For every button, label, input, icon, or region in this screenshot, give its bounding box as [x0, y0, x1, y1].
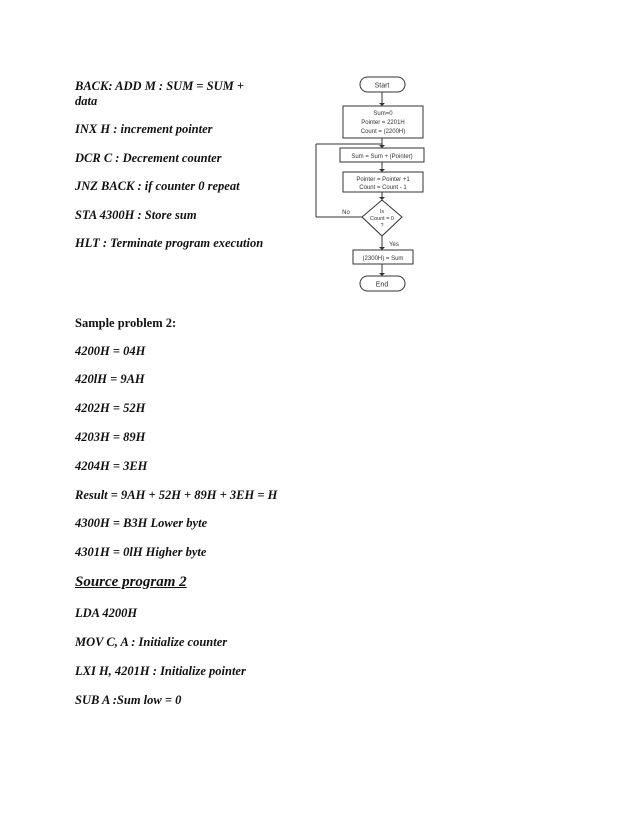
code-line: LDA 4200H	[75, 606, 138, 620]
flowchart-add-label: Sum = Sum + (Pointer)	[351, 154, 413, 160]
memory-line: 4200H = 04H	[75, 344, 146, 358]
memory-line: 4301H = 0lH Higher byte	[75, 545, 207, 559]
flowchart-update-label: Count = Count - 1	[359, 185, 407, 191]
code-line: STA 4300H : Store sum	[75, 208, 197, 222]
code-line: HLT : Terminate program execution	[75, 236, 264, 250]
code-line: INX H : increment pointer	[75, 122, 213, 136]
flowchart-decision-label: Is	[379, 209, 385, 215]
flowchart-store-label: (2300H) = Sum	[362, 256, 404, 262]
code-line: JNZ BACK : if counter 0 repeat	[75, 179, 240, 193]
flowchart-init-label: Count = (2200H)	[360, 129, 406, 135]
flowchart-decision-label: Count = 0	[369, 216, 395, 222]
code-line: MOV C, A : Initialize counter	[75, 635, 228, 649]
memory-line: 4202H = 52H	[75, 401, 146, 415]
flowchart-init-label: Sum=0	[373, 111, 393, 117]
code-line: data	[75, 94, 98, 108]
code-line: SUB A :Sum low = 0	[75, 693, 182, 707]
flowchart-end-label: End	[375, 281, 389, 289]
flowchart-update-label: Pointer = Pointer +1	[356, 177, 410, 183]
code-line: BACK: ADD M : SUM = SUM +	[75, 79, 245, 93]
flowchart-start-label: Start	[374, 82, 390, 90]
flowchart-yes-label: Yes	[389, 242, 399, 248]
code-line: LXI H, 4201H : Initialize pointer	[75, 664, 246, 678]
memory-line: 4204H = 3EH	[75, 459, 148, 473]
code-line: DCR C : Decrement counter	[75, 151, 222, 165]
memory-line: 4203H = 89H	[75, 430, 146, 444]
flowchart-diagram	[310, 72, 440, 297]
memory-line: 420lH = 9AH	[75, 372, 145, 386]
flowchart-decision-label: ?	[380, 223, 384, 229]
flowchart-init-label: Pointer = 2201H	[361, 120, 405, 126]
section-title: Sample problem 2:	[75, 316, 177, 330]
section-heading: Source program 2	[75, 574, 187, 590]
memory-line: 4300H = B3H Lower byte	[75, 516, 208, 530]
flowchart-no-label: No	[342, 210, 350, 216]
result-line: Result = 9AH + 52H + 89H + 3EH = H	[75, 488, 278, 502]
